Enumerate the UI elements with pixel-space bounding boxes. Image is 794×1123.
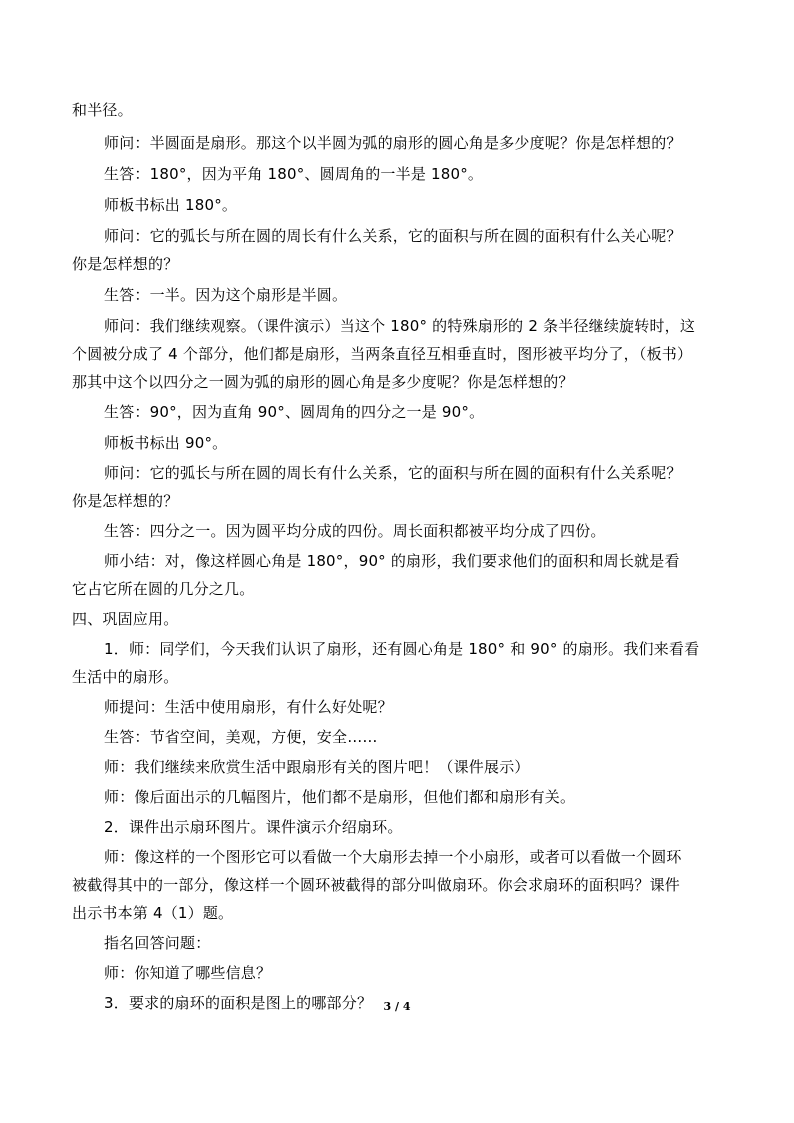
text-line: 1．师：同学们，今天我们认识了扇形，还有圆心角是 180° 和 90° 的扇形。我们来看看: [104, 640, 700, 658]
text-line: 被截得其中的一部分，像这样一个圆环被截得的部分叫做扇环。你会求扇环的面积吗？课件: [72, 876, 681, 894]
section-heading: 四、巩固应用。: [72, 610, 179, 628]
text-line: 3．要求的扇环的面积是图上的哪部分？: [104, 994, 373, 1012]
text-line: 出示书本第 4（1）题。: [72, 904, 234, 922]
text-line: 和半径。: [72, 101, 133, 119]
text-line: 师小结：对，像这样圆心角是 180°，90° 的扇形，我们要求他们的面积和周长就是看: [104, 552, 680, 570]
text-line: 师：像这样的一个图形它可以看做一个大扇形去掉一个小扇形，或者可以看做一个圆环: [104, 848, 682, 866]
text-line: 师提问：生活中使用扇形，有什么好处呢？: [104, 698, 393, 716]
text-line: 师板书标出 90°。: [104, 434, 228, 452]
page-number: 3 / 4: [383, 1000, 411, 1013]
text-line: 指名回答问题：: [104, 934, 211, 952]
text-line: 师：你知道了哪些信息？: [104, 964, 272, 982]
text-line: 师问：它的弧长与所在圆的周长有什么关系，它的面积与所在圆的面积有什么关系呢？: [104, 464, 682, 482]
text-line: 个圆被分成了 4 个部分，他们都是扇形，当两条直径互相垂直时，图形被平均分了，（板书）: [72, 345, 693, 363]
text-line: 师问：它的弧长与所在圆的周长有什么关系，它的面积与所在圆的面积有什么关心呢？: [104, 227, 682, 245]
text-line: 生答：节省空间，美观，方便，安全……: [104, 728, 378, 746]
text-line: 你是怎样想的？: [72, 255, 179, 273]
text-line: 2．课件出示扇环图片。课件演示介绍扇环。: [104, 818, 403, 836]
text-line: 师问：半圆面是扇形。那这个以半圆为弧的扇形的圆心角是多少度呢？你是怎样想的？: [104, 134, 682, 152]
text-line: 那其中这个以四分之一圆为弧的扇形的圆心角是多少度呢？你是怎样想的？: [72, 373, 574, 391]
text-line: 它占它所在圆的几分之几。: [72, 580, 255, 598]
text-line: 生答：90°，因为直角 90°、圆周角的四分之一是 90°。: [104, 403, 485, 421]
text-line: 师板书标出 180°。: [104, 196, 238, 214]
text-line: 你是怎样想的？: [72, 492, 179, 510]
text-line: 生答：一半。因为这个扇形是半圆。: [104, 286, 348, 304]
text-line: 生活中的扇形。: [72, 668, 179, 686]
text-line: 师问：我们继续观察。（课件演示）当这个 180° 的特殊扇形的 2 条半径继续旋转时，这: [104, 317, 696, 335]
text-line: 师：像后面出示的几幅图片，他们都不是扇形，但他们都和扇形有关。: [104, 788, 576, 806]
text-line: 生答：四分之一。因为圆平均分成的四份。周长面积都被平均分成了四份。: [104, 522, 606, 540]
text-line: 生答：180°，因为平角 180°、圆周角的一半是 180°。: [104, 165, 484, 183]
text-line: 师：我们继续来欣赏生活中跟扇形有关的图片吧！（课件展示）: [104, 758, 530, 776]
